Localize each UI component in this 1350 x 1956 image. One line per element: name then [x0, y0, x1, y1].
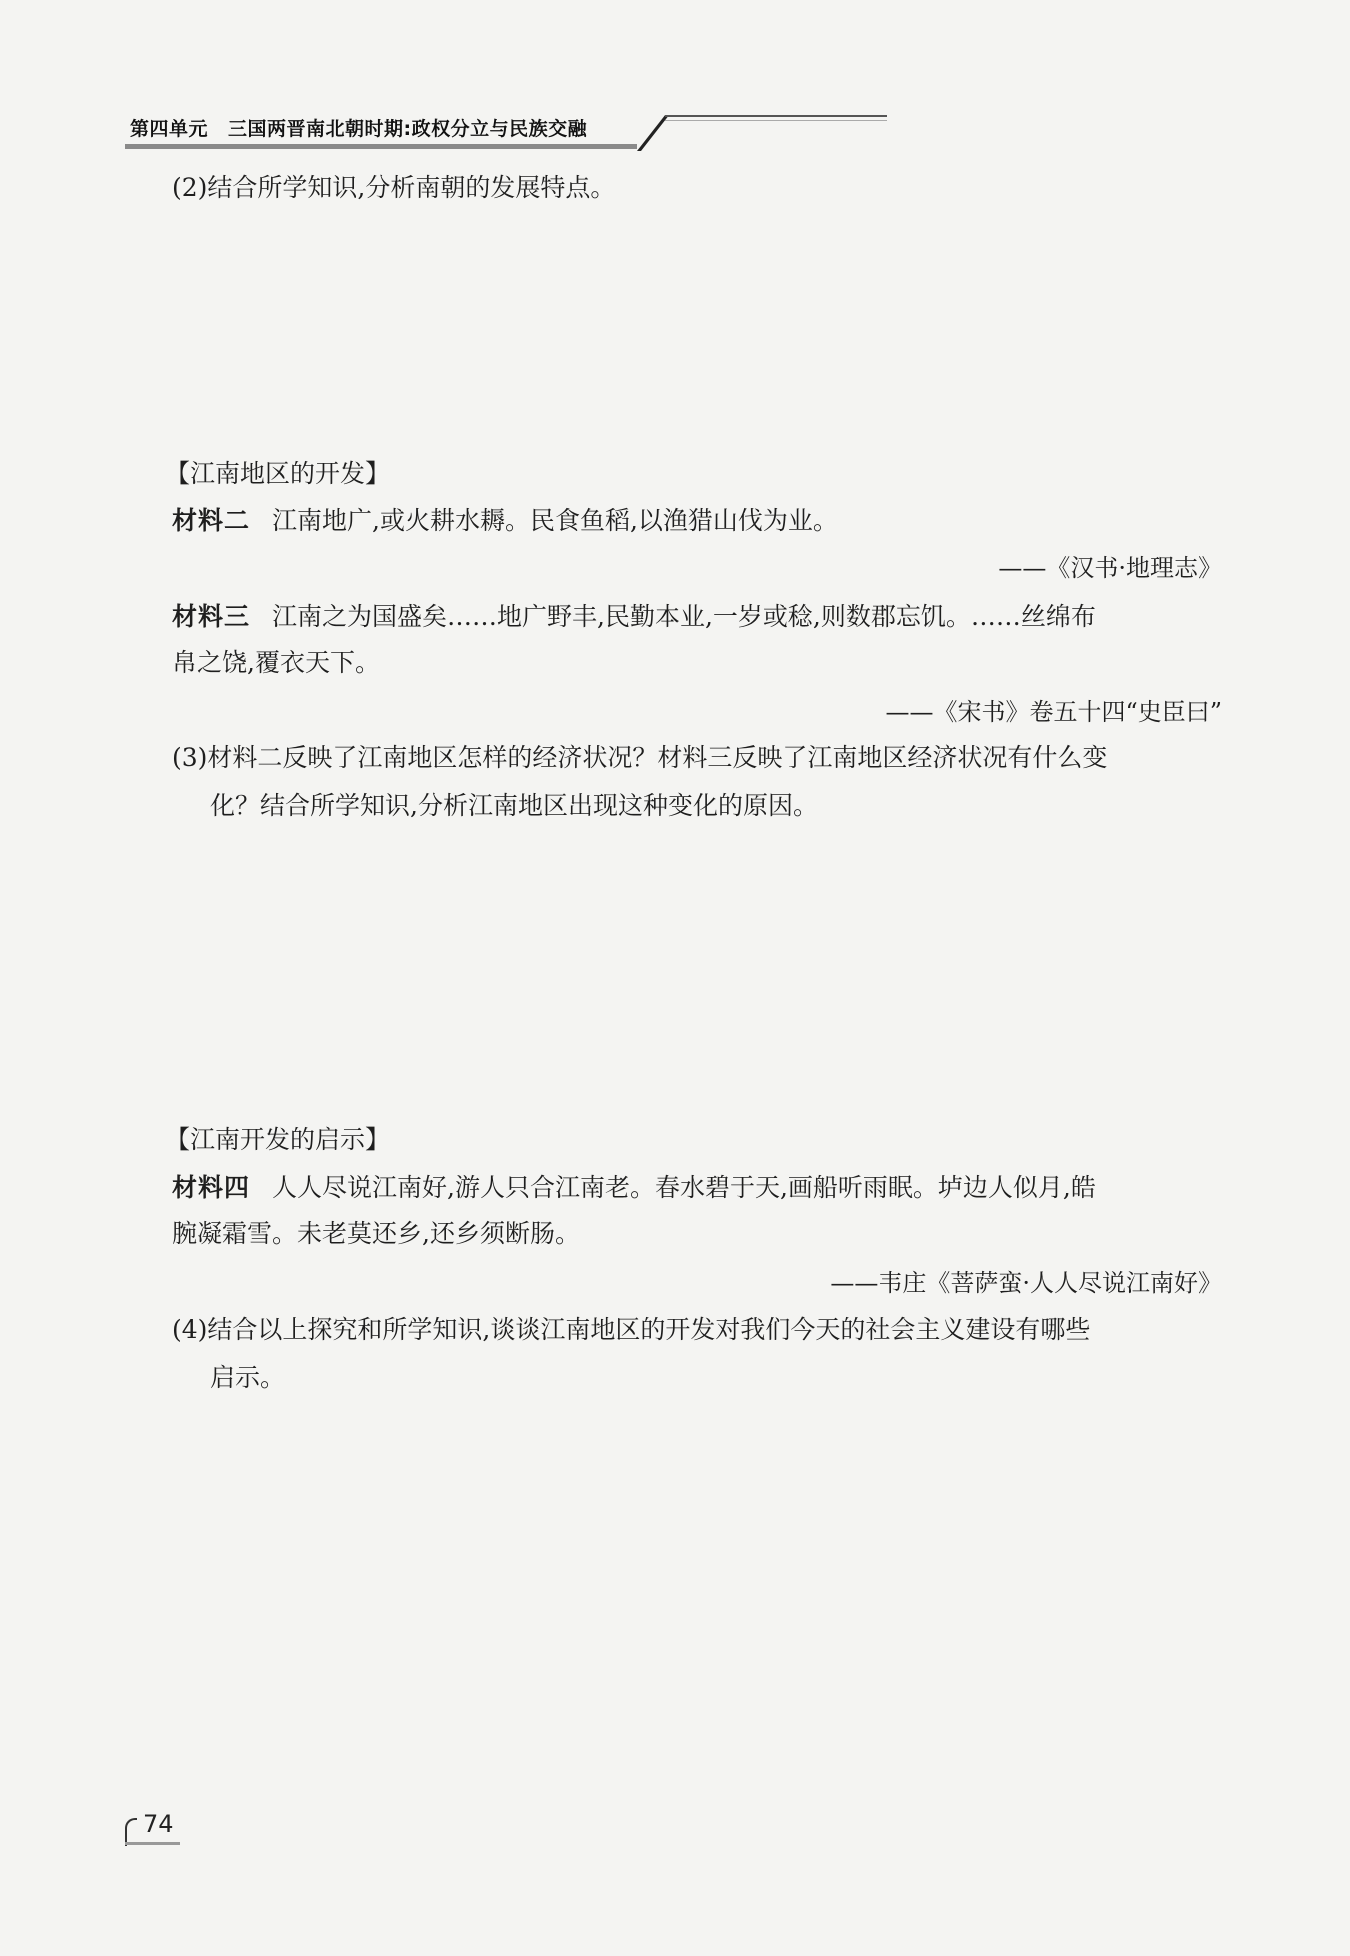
page-header	[125, 110, 765, 150]
question-4-line1: (4)结合以上探究和所学知识,谈谈江南地区的开发对我们今天的社会主义建设有哪些	[172, 1315, 1091, 1344]
question-4-line2: 启示。	[210, 1363, 286, 1392]
material-4-source: ——韦庄《菩萨蛮·人人尽说江南好》	[830, 1269, 1222, 1297]
page-number-underline	[125, 1842, 180, 1845]
unit-label: 第四单元	[130, 118, 209, 140]
unit-title: 三国两晋南北朝时期:政权分立与民族交融	[228, 118, 588, 140]
material-2	[172, 505, 838, 537]
material-3-text-line1: 江南之为国盛矣……地广野丰,民勤本业,一岁或稔,则数郡忘饥。……丝绵布	[272, 602, 1096, 631]
material-2-label: 材料二	[172, 506, 251, 535]
material-3-text-line2: 帛之饶,覆衣天下。	[172, 648, 380, 677]
material-4-text-line1: 人人尽说江南好,游人只合江南老。春水碧于天,画船听雨眠。垆边人似月,皓	[272, 1173, 1096, 1202]
material-2-source: ——《汉书·地理志》	[998, 554, 1222, 582]
material-4-text-line2: 腕凝霜雪。未老莫还乡,还乡须断肠。	[172, 1219, 580, 1248]
material-3-source: ——《宋书》卷五十四“史臣曰”	[885, 698, 1222, 726]
material-2-text: 江南地广,或火耕水耨。民食鱼稻,以渔猎山伐为业。	[272, 506, 838, 535]
header-rule	[125, 144, 637, 149]
material-4	[172, 1172, 1096, 1204]
material-3	[172, 601, 1096, 633]
page-number: 74	[143, 1810, 174, 1838]
question-3-line1: (3)材料二反映了江南地区怎样的经济状况？材料三反映了江南地区经济状况有什么变	[172, 743, 1108, 772]
question-2: (2)结合所学知识,分析南朝的发展特点。	[172, 173, 616, 202]
page-number-block	[125, 1810, 185, 1846]
section-heading-inspiration: 【江南开发的启示】	[165, 1125, 391, 1154]
unit-heading	[130, 114, 587, 141]
header-rule-top	[665, 115, 887, 117]
material-4-label: 材料四	[172, 1173, 251, 1202]
section-heading-development: 【江南地区的开发】	[165, 459, 391, 488]
header-rule-top-thin	[665, 120, 887, 121]
material-3-label: 材料三	[172, 602, 251, 631]
question-3-line2: 化？结合所学知识,分析江南地区出现这种变化的原因。	[210, 791, 818, 820]
